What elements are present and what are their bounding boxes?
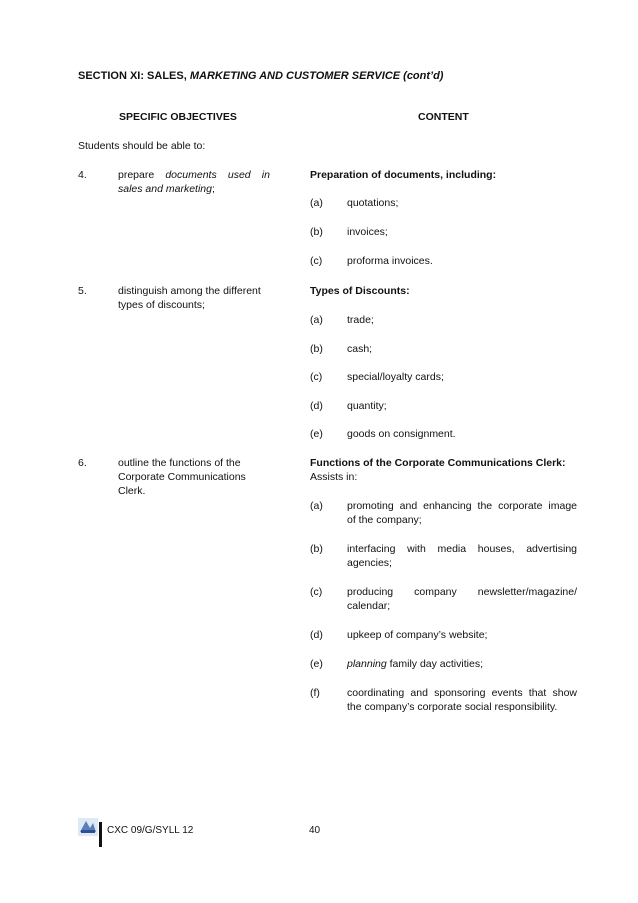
item-label: (e) bbox=[310, 428, 323, 440]
content-heading: Functions of the Corporate Communications Clerk: bbox=[310, 457, 566, 469]
item-text-line2: calendar; bbox=[347, 600, 391, 612]
objective-4-line2-tail: ; bbox=[211, 183, 215, 195]
objective-4-word: used bbox=[227, 169, 251, 181]
objective-5-line1: distinguish among the different bbox=[118, 285, 261, 297]
objective-number: 4. bbox=[78, 169, 87, 181]
item-text-line2: agencies; bbox=[347, 557, 392, 569]
item-text-line1: interfacing with media houses, advertising bbox=[347, 543, 577, 555]
item-text-rest: family day activities; bbox=[386, 658, 483, 670]
content-heading: Preparation of documents, including: bbox=[310, 169, 497, 181]
item-label: (d) bbox=[310, 400, 323, 412]
item-label: (a) bbox=[310, 197, 323, 209]
objective-6-line1: outline the functions of the bbox=[118, 457, 241, 469]
content-subheading: Assists in: bbox=[310, 471, 358, 483]
page-number: 40 bbox=[309, 825, 321, 836]
column-heading-content: CONTENT bbox=[418, 111, 469, 123]
objective-4-word: documents bbox=[165, 169, 217, 181]
section-title-italic: MARKETING AND CUSTOMER SERVICE (cont’d) bbox=[189, 70, 444, 82]
item-text: special/loyalty cards; bbox=[347, 371, 444, 383]
objective-number: 5. bbox=[78, 285, 87, 297]
item-text: invoices; bbox=[347, 226, 388, 238]
item-label: (a) bbox=[310, 500, 323, 512]
item-text: quantity; bbox=[347, 400, 387, 412]
item-text-italic: planning bbox=[347, 658, 387, 670]
cxc-logo-icon bbox=[78, 818, 98, 836]
item-label: (b) bbox=[310, 543, 323, 555]
column-heading-objectives: SPECIFIC OBJECTIVES bbox=[119, 111, 237, 123]
item-text-line2: of the company; bbox=[347, 514, 422, 526]
item-text-line1: coordinating and sponsoring events that show bbox=[347, 687, 577, 699]
objective-5-line2: types of discounts; bbox=[118, 299, 205, 311]
objective-4-line2-italic: sales and marketing bbox=[118, 183, 212, 195]
item-text: upkeep of company’s website; bbox=[347, 629, 488, 641]
item-label: (f) bbox=[310, 687, 320, 699]
objective-4-word: prepare bbox=[118, 169, 155, 181]
objective-4-line2 bbox=[118, 182, 215, 196]
objective-6-line2: Corporate Communications bbox=[118, 471, 246, 483]
item-text: cash; bbox=[347, 343, 373, 355]
footer-code: CXC 09/G/SYLL 12 bbox=[107, 825, 194, 836]
item-label: (d) bbox=[310, 629, 323, 641]
item-text bbox=[347, 657, 483, 671]
item-label: (a) bbox=[310, 314, 323, 326]
item-label: (e) bbox=[310, 658, 323, 670]
item-text: goods on consignment. bbox=[347, 428, 456, 440]
content-heading: Types of Discounts: bbox=[310, 285, 410, 297]
intro-text: Students should be able to: bbox=[78, 140, 206, 152]
item-label: (c) bbox=[310, 586, 323, 598]
footer-divider bbox=[99, 822, 102, 847]
section-title bbox=[78, 69, 443, 83]
item-text: proforma invoices. bbox=[347, 255, 433, 267]
item-label: (c) bbox=[310, 255, 323, 267]
item-text-line2: the company’s corporate social responsibility. bbox=[347, 701, 558, 713]
objective-4-word: in bbox=[261, 169, 270, 181]
objective-number: 6. bbox=[78, 457, 87, 469]
objective-4-line1 bbox=[118, 168, 270, 182]
section-title-prefix: SECTION XI: SALES, bbox=[78, 70, 190, 82]
item-label: (b) bbox=[310, 226, 323, 238]
item-text: trade; bbox=[347, 314, 374, 326]
item-text-line1: producing company newsletter/magazine/ bbox=[347, 586, 577, 598]
item-label: (c) bbox=[310, 371, 323, 383]
item-label: (b) bbox=[310, 343, 323, 355]
objective-6-line3: Clerk. bbox=[118, 485, 146, 497]
item-text: quotations; bbox=[347, 197, 399, 209]
item-text-line1: promoting and enhancing the corporate image bbox=[347, 500, 577, 512]
